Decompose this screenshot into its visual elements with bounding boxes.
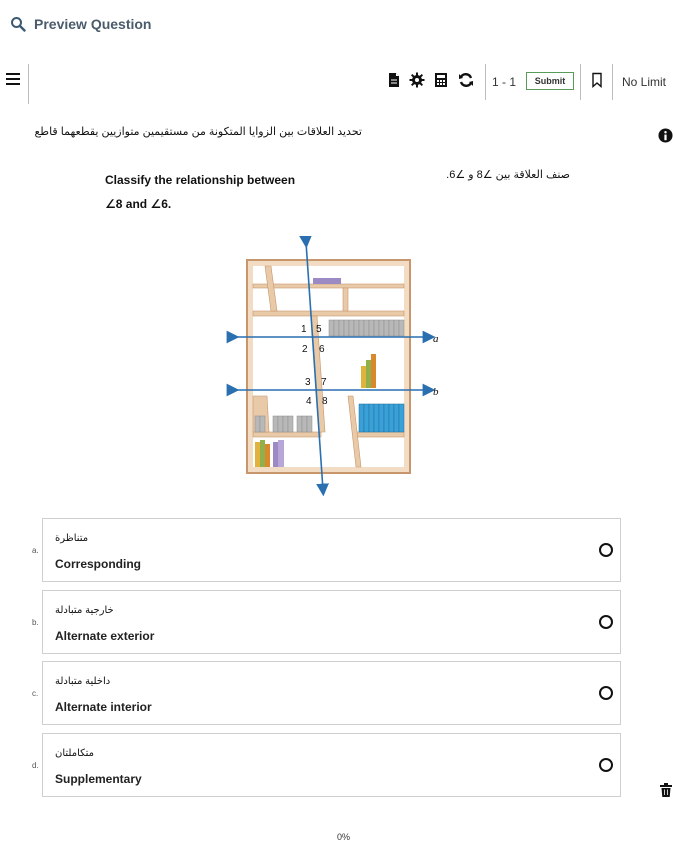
option-label-en: Alternate exterior: [55, 629, 155, 643]
option-radio[interactable]: [599, 686, 613, 700]
submit-button[interactable]: Submit: [526, 72, 574, 90]
document-icon[interactable]: [386, 72, 402, 88]
angle-label-4: 4: [306, 396, 312, 407]
book: [278, 440, 284, 467]
angle-label-1: 1: [301, 324, 307, 335]
angle-label-7: 7: [321, 377, 327, 388]
book-row: [359, 404, 404, 432]
book: [265, 444, 270, 467]
shelf-board: [253, 284, 404, 288]
toolbar-divider: [612, 64, 613, 100]
shelf-board: [253, 432, 321, 437]
option-label-en: Supplementary: [55, 772, 142, 786]
option-letter: c.: [32, 689, 39, 698]
angle-label-5: 5: [316, 324, 322, 335]
option-letter: b.: [32, 618, 39, 627]
bookmark-icon[interactable]: [589, 72, 605, 88]
angle-label-8: 8: [322, 396, 328, 407]
option-radio[interactable]: [599, 758, 613, 772]
option-label-ar: متكاملتان: [55, 748, 95, 759]
question-toolbar: [0, 58, 673, 104]
option-letter: a.: [32, 546, 39, 555]
angle-label-2: 2: [302, 344, 308, 355]
angle-label-3: 3: [305, 377, 311, 388]
option-letter: d.: [32, 761, 39, 770]
book: [361, 366, 366, 388]
shelf-board: [253, 311, 404, 316]
option-radio[interactable]: [599, 615, 613, 629]
option-alternate-interior[interactable]: [42, 661, 621, 725]
toolbar-divider: [28, 64, 29, 104]
question-line-1: Classify the relationship between: [105, 173, 296, 187]
page-title: Preview Question: [34, 16, 152, 32]
option-label-ar: خارجية متبادلة: [55, 605, 114, 616]
book: [371, 354, 376, 388]
option-corresponding[interactable]: [42, 518, 621, 582]
shelf-board: [353, 432, 404, 437]
trash-icon[interactable]: [660, 783, 672, 797]
book: [255, 442, 260, 467]
option-label-ar: داخلية متبادلة: [55, 676, 111, 687]
time-limit: No Limit: [622, 75, 667, 89]
option-label-en: Corresponding: [55, 557, 141, 571]
line-label-b: b: [433, 386, 439, 398]
question-text-ar: صنف العلاقة بين ∠8 و ∠6.: [446, 169, 570, 181]
angle-label-6: 6: [319, 344, 325, 355]
topic-title: تحديد العلاقات بين الزوايا المتكونة من مستقيمين متوازيين يقطعهما قاطع: [34, 126, 362, 138]
option-supplementary[interactable]: [42, 733, 621, 797]
progress-text: 0%: [337, 832, 351, 842]
option-label-ar: متناظرة: [55, 533, 89, 544]
calculator-icon[interactable]: [433, 72, 449, 88]
book-row: [255, 416, 312, 432]
toolbar-divider: [580, 64, 581, 100]
option-alternate-exterior[interactable]: [42, 590, 621, 654]
line-label-a: a: [433, 333, 439, 345]
gear-icon[interactable]: [409, 72, 425, 88]
shelf-panel: [343, 288, 348, 311]
book: [260, 440, 265, 467]
menu-icon[interactable]: [6, 73, 20, 85]
search-icon: [10, 16, 26, 32]
preview-header: [10, 16, 151, 32]
option-radio[interactable]: [599, 543, 613, 557]
book: [366, 360, 371, 388]
option-label-en: Alternate interior: [55, 700, 152, 714]
book: [313, 278, 341, 284]
question-text-en: [105, 168, 335, 216]
refresh-icon[interactable]: [458, 72, 474, 88]
toolbar-divider: [485, 64, 486, 100]
book-row: [329, 320, 404, 336]
book: [273, 442, 278, 467]
question-line-2: ∠8 and ∠6.: [105, 197, 172, 211]
info-icon[interactable]: [658, 128, 673, 143]
page-count: 1 - 1: [492, 75, 517, 89]
bookshelf-figure: [225, 236, 445, 496]
